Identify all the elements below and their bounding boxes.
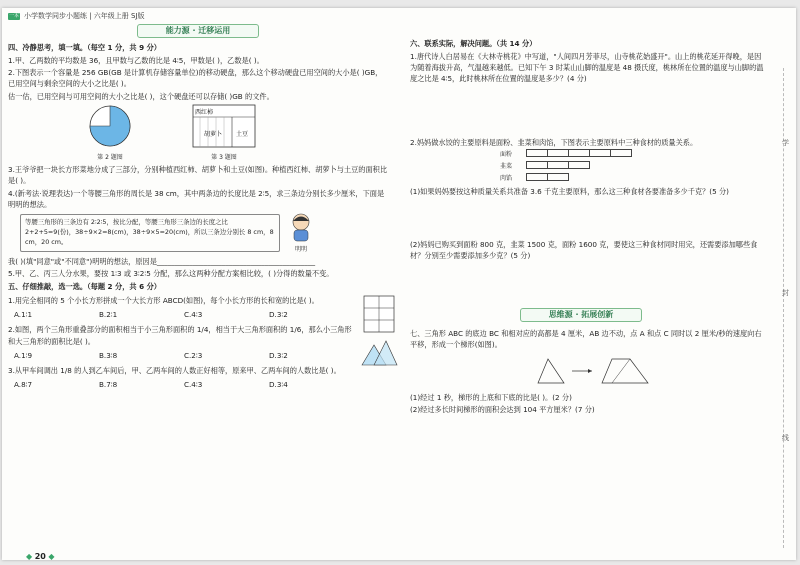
left-column [8, 18, 388, 394]
option-b[interactable]: B.3∶8 [99, 350, 118, 360]
problem-6-2b: (2)妈妈已购买到面粉 800 克，韭菜 1500 克，面粉 1600 克，要使这三种食材同时用完，还需要添加哪些食材？分别至少需要添加多少克？(5 分) [410, 239, 758, 260]
triangle-translation-diagram [530, 351, 670, 387]
option-c[interactable]: C.4∶3 [184, 310, 203, 320]
choice-5-2-options [14, 350, 354, 361]
reasoning-box: 等腰三角形的三条边有 2∶2∶5，按比分配，等腰三角形三条边的长度之比 2+2+5=9(份)，38÷9×2=8(cm)，38÷9×5=20(cm)，所以三条边分别长 8 cm，8 cm，20 cm。 [20, 214, 280, 252]
option-b[interactable]: B.2∶1 [99, 310, 118, 320]
figure-3 [192, 104, 256, 162]
brand-logo: 一本 [8, 12, 19, 19]
plot-label-potato: 土豆 [236, 130, 249, 138]
problem-6-1: 1.唐代诗人白居易在《大林寺桃花》中写道，"人间四月芳菲尽，山寺桃花始盛开"。山上的桃花延开得晚，是因为随着海拔升高，气温越来越低。已知下午 3 时某山山脚的温度是 48 摄氏度，桃林所在位置的温度与山脚的温度之比是 4∶5，此时桃林所在位置的温度是多少？(4 分) [410, 52, 764, 84]
student-avatar-icon [288, 212, 314, 242]
choice-5-3-options [14, 379, 354, 390]
binding-char-1: 学 [782, 139, 789, 147]
question-4-4: 4.(新考法·说理表达)一个等腰三角形的周长是 38 cm，其中两条边的长度比是 2∶5，求三条边分别长多少厘米，下面是明明的想法。 [8, 188, 385, 209]
option-d[interactable]: D.3∶4 [269, 380, 288, 390]
pie-disk-icon [88, 104, 132, 148]
question-4-5: 5.甲、乙、丙三人分水果，要按 1∶3 或 3∶2∶5 分配，那么这两种分配方案相比较，( )分得的数量不变。 [8, 268, 334, 278]
worksheet-page [2, 8, 796, 560]
choice-5-3: 3.从甲车间调出 1/8 的人到乙车间后，甲、乙两车间的人数正好相等，原来甲、乙两车间的人数比是( )。 [8, 365, 341, 375]
problem-6-2: 2.妈妈做水饺的主要原料是面粉、韭菜和肉馅，下图表示主要原料中三种食材的质量关系。 [410, 137, 698, 147]
bar-label-chives: 韭菜 [500, 163, 513, 171]
problem-7: 七、三角形 ABC 的底边 BC 和相对应的高都是 4 厘米，AB 边不动，点 A 和点 C 同时以 2 厘米/秒的速度向右平移，形成一个梯形(如图)。 [410, 329, 762, 350]
option-c[interactable]: C.2∶3 [184, 350, 203, 360]
section-band-ability: 能力源 · 迁移运用 [137, 24, 259, 38]
binding-char-2: 封 [782, 289, 789, 297]
right-column [410, 36, 765, 416]
problem-6-2a: (1)如果妈妈要按这种质量关系共准备 3.6 千克主要原料，那么这三种食材各要准备多少千克？(5 分) [410, 186, 729, 196]
plot-label-carrot: 胡萝卜 [204, 130, 223, 138]
ingredients-bar-diagram [500, 149, 765, 185]
option-b[interactable]: B.7∶8 [99, 380, 118, 390]
section-6-heading: 六、联系实际，解决问题。（共 14 分） [410, 39, 537, 48]
rectangle-abcd-diagram [360, 294, 398, 334]
student-name: 明明 [294, 245, 307, 253]
option-d[interactable]: D.3∶2 [269, 310, 288, 320]
caption-fig-3: 第 3 题图 [211, 153, 237, 161]
question-4-4b: 我( )(填"同意"或"不同意")明明的想法，原因是____________________________________________ [8, 256, 316, 266]
binding-char-3: 线 [782, 434, 789, 442]
choice-5-1: 1.用完全相同的 5 个小长方形拼成一个大长方形 ABCD(如图)，每个小长方形的长和宽的比是( )。 [8, 296, 319, 306]
garden-plot-diagram [192, 104, 256, 148]
question-4-3: 3.王爷爷把一块长方形菜地分成了三部分，分别种植西红柿、胡萝卜和土豆(如图)。种植西红柿、胡萝卜与土豆的面积比是( )。 [8, 165, 388, 186]
figure-2 [88, 104, 132, 162]
option-c[interactable]: C.4∶3 [184, 380, 203, 390]
bar-label-meat: 肉馅 [500, 175, 513, 183]
question-4-2b: 估一估，已用空间与可用空间的大小之比是( )，这个硬盘还可以存储( )GB 的文件。 [8, 91, 274, 101]
caption-fig-2: 第 2 题图 [97, 153, 123, 161]
section-4-heading: 四、冷静思考，填一填。（每空 1 分，共 9 分） [8, 43, 161, 52]
question-4-1: 1.甲、乙两数的平均数是 36，且甲数与乙数的比是 4∶5，甲数是( )，乙数是( )。 [8, 56, 264, 66]
overlapping-triangles-diagram [360, 337, 398, 367]
figures-row [88, 104, 388, 162]
plot-label-tomato: 西红柿 [195, 108, 214, 116]
option-a[interactable]: A.8∶7 [14, 380, 33, 390]
section-5-heading: 五、仔细推敲，选一选。（每题 2 分，共 6 分） [8, 281, 161, 291]
option-a[interactable]: A.1∶9 [14, 350, 33, 360]
choice-5-1-options [14, 309, 354, 320]
problem-7-1: (1)经过 1 秒，梯形的上底和下底的比是( )。(2 分) [410, 392, 572, 402]
problem-7-2: (2)经过多长时间梯形的面积会达到 104 平方厘米？(7 分) [410, 404, 595, 414]
bar-label-flour: 面粉 [500, 150, 513, 158]
choice-5-2: 2.如图，两个三角形重叠部分的面积相当于小三角形面积的 1/4，相当于大三角形面积的 1/6，那么小三角形和大三角形的面积比是( )。 [8, 325, 352, 346]
option-a[interactable]: A.1∶1 [14, 310, 33, 320]
header-title: 小学数学同步小题练 | 六年级上册 SJ版 [24, 12, 145, 20]
question-4-2: 2.下图表示一个容量是 256 GB(GB 是计算机存储容量单位)的移动硬盘，那么这个移动硬盘已用空间的大小是( )GB，已用空间与剩余空间的大小之比是( )。 [8, 68, 383, 89]
option-d[interactable]: D.3∶2 [269, 350, 288, 360]
section-band-thinking: 思维源 · 拓展创新 [520, 308, 642, 322]
page-number: ◆ 20 ◆ [26, 552, 55, 561]
